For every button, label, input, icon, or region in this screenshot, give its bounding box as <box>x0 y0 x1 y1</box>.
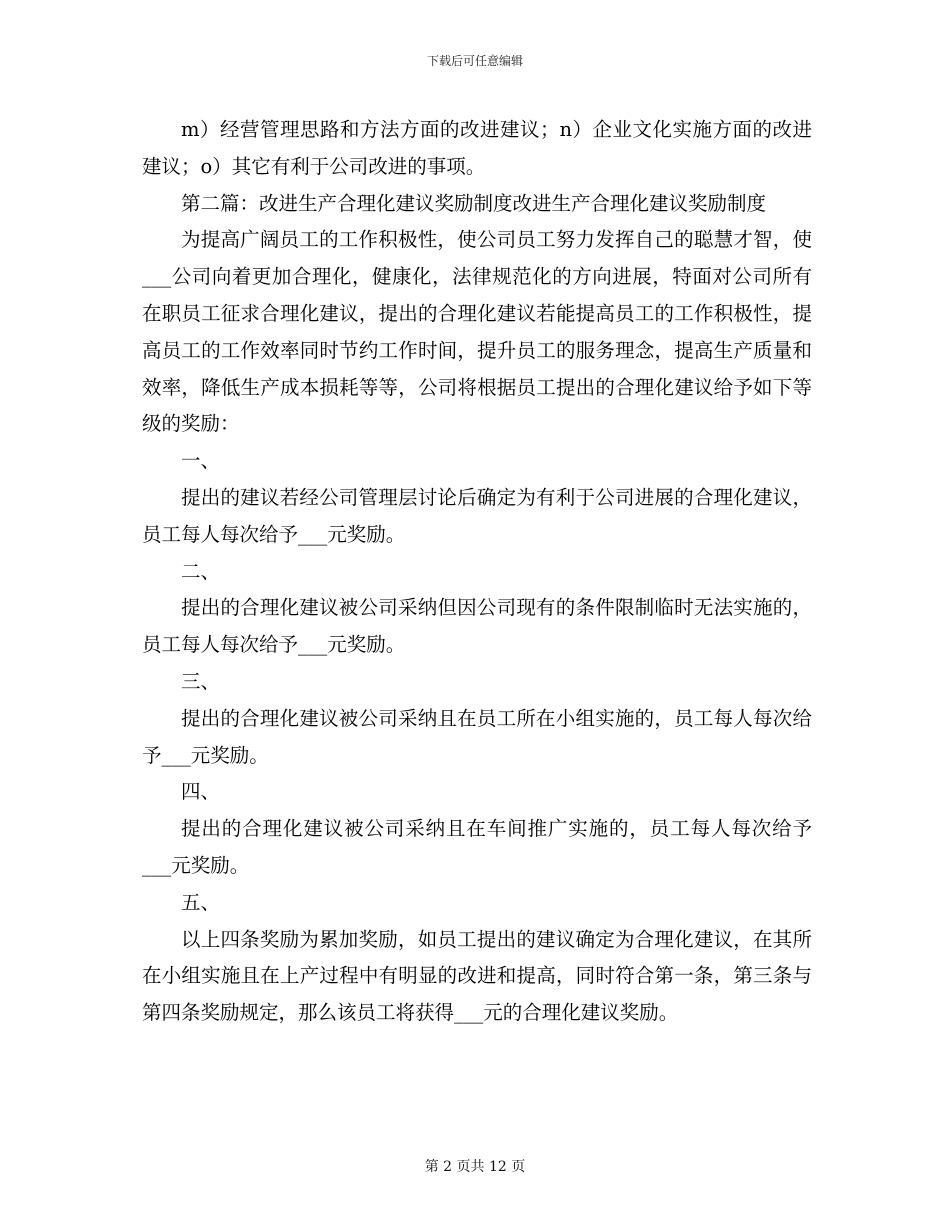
item-number-2: 二、 <box>181 559 221 583</box>
page-footer: 第 2 页共 12 页 <box>424 1159 526 1175</box>
item-number-1: 一、 <box>181 449 221 473</box>
item-text-5: 以上四条奖励为累加奖励，如员工提出的建议确定为合理化建议，在其所在小组实施且在上产过程中有明显的改进和提高，同时符合第一条，第三条与第四条奖励规定，那么该员工将获得___元的合理化建议奖励。 <box>142 927 812 1025</box>
item-text-3: 提出的合理化建议被公司采纳且在员工所在小组实施的，员工每人每次给予___元奖励。 <box>142 706 812 767</box>
item-number-5: 五、 <box>181 890 221 914</box>
document-body <box>142 112 812 1032</box>
item-text-4: 提出的合理化建议被公司采纳且在车间推广实施的，员工每人每次给予___元奖励。 <box>142 817 812 877</box>
item-number-4: 四、 <box>181 780 221 804</box>
item-text-2: 提出的合理化建议被公司采纳但因公司现有的条件限制临时无法实施的，员工每人每次给予___元奖励。 <box>142 596 812 657</box>
item-text-1: 提出的建议若经公司管理层讨论后确定为有利于公司进展的合理化建议，员工每人每次给予___元奖励。 <box>142 485 812 546</box>
paragraph-intro: 为提高广阔员工的工作积极性，使公司员工努力发挥自己的聪慧才智，使___公司向着更加合理化，健康化，法律规范化的方向进展，特面对公司所有在职员工征求合理化建议，提出的合理化建议若能提高员工的工作积极性，提高员工的工作效率同时节约工作时间，提升员工的服务理念，提高生产质量和效率，降低生产成本损耗等等，公司将根据员工提出的合理化建议给予如下等级的奖励： <box>142 228 812 436</box>
item-number-3: 三、 <box>181 669 221 693</box>
paragraph-improvement-items: m）经营管理思路和方法方面的改进建议；n）企业文化实施方面的改进建议；o）其它有利于公司改进的事项。 <box>142 118 812 178</box>
page-header: 下载后可任意编辑 <box>426 54 523 68</box>
section-title: 第二篇：改进生产合理化建议奖励制度改进生产合理化建议奖励制度 <box>181 191 767 215</box>
